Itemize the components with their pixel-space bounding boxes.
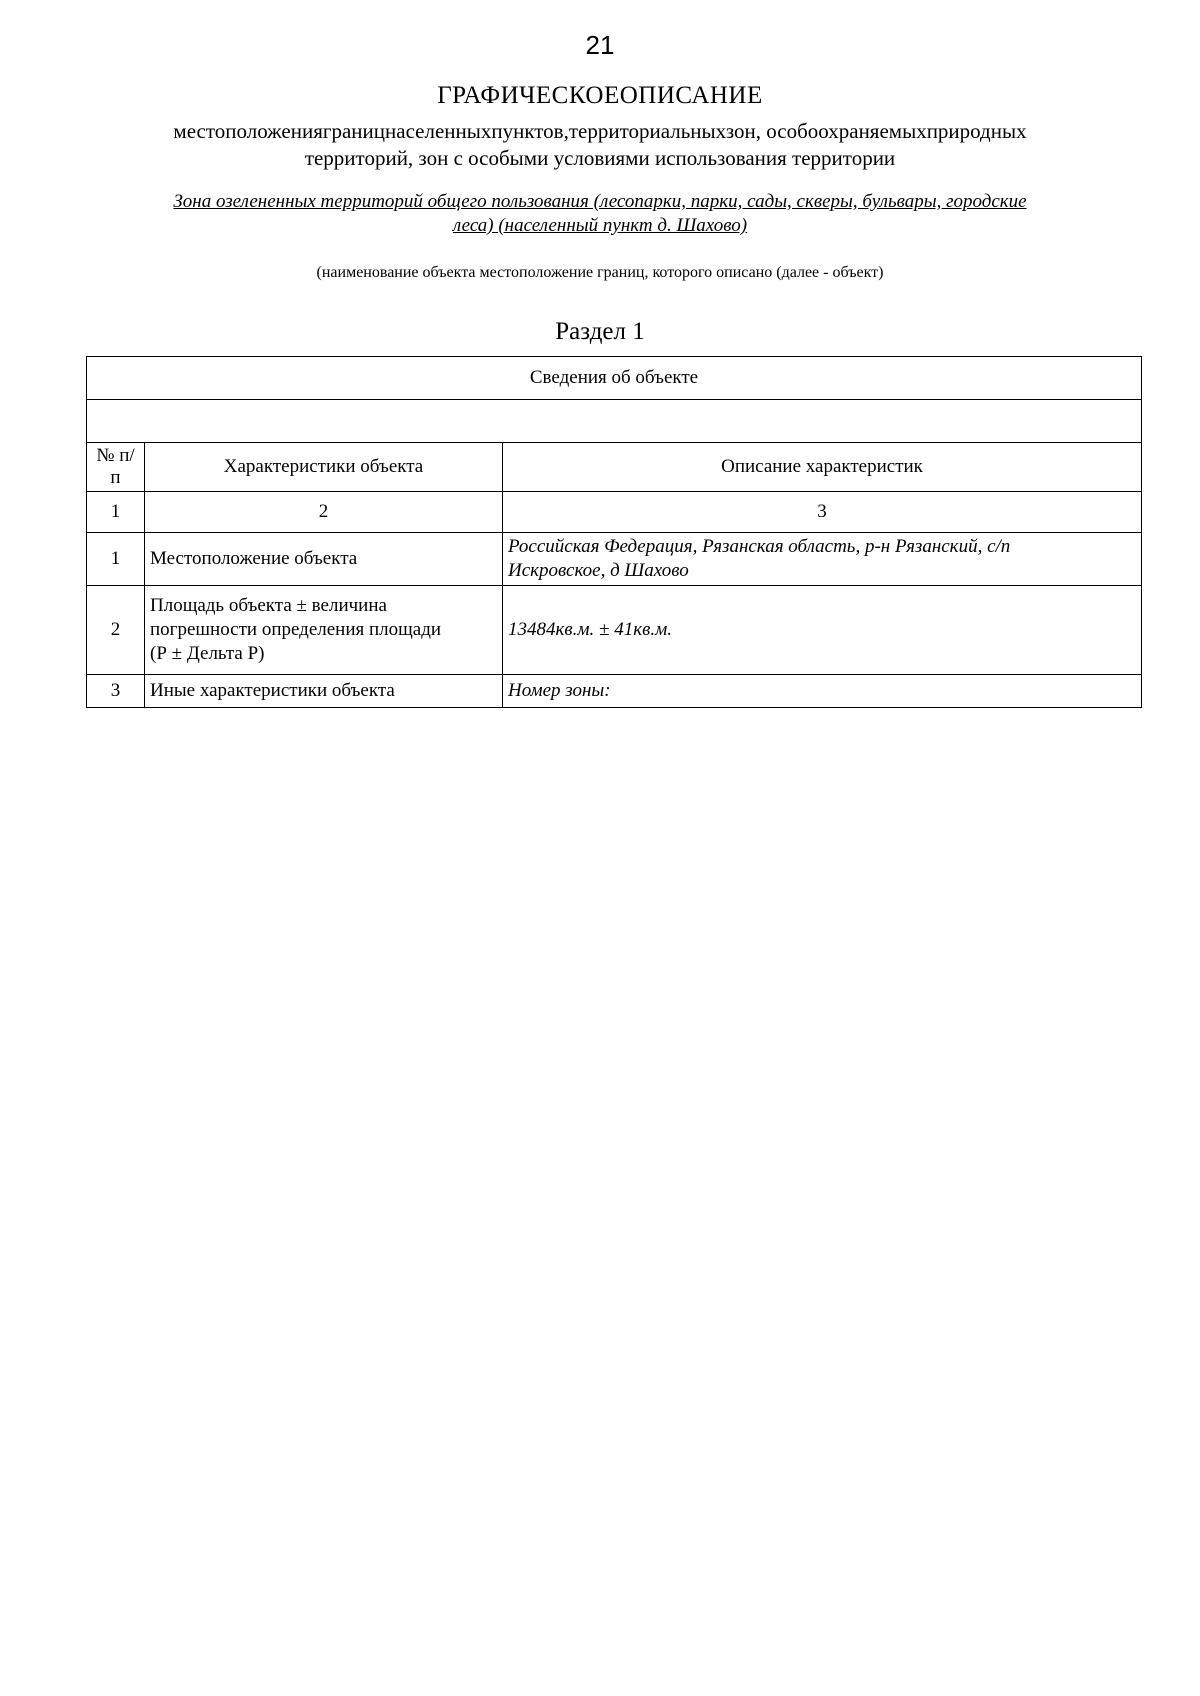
row-characteristic	[145, 586, 503, 675]
column-number-2: 2	[145, 492, 503, 533]
column-number-3: 3	[503, 492, 1142, 533]
section-title: Раздел 1	[555, 318, 645, 345]
subtitle-line-2: территорий, зон с особыми условиями использования территории	[304, 146, 896, 170]
characteristic-line-2: погрешности определения площади	[150, 619, 442, 640]
row-number: 2	[87, 586, 145, 675]
table-row	[87, 675, 1142, 708]
table-header-row	[87, 357, 1142, 400]
characteristic-line-3: (Р ± Дельта Р)	[150, 643, 265, 664]
row-characteristic: Иные характеристики объекта	[145, 675, 503, 708]
row-description: Номер зоны:	[503, 675, 1142, 708]
column-header-description: Описание характеристик	[503, 443, 1142, 492]
object-name-line-2: леса) (населенный пункт д. Шахово)	[452, 215, 748, 236]
row-characteristic: Местоположение объекта	[145, 533, 503, 586]
table-row	[87, 586, 1142, 675]
row-description: 13484кв.м. ± 41кв.м.	[503, 586, 1142, 675]
column-number-1: 1	[87, 492, 145, 533]
document-title: ГРАФИЧЕСКОЕОПИСАНИЕ	[437, 82, 763, 109]
subtitle-line-1: местоположенияграницнаселенныхпунктов,территориальныхзон, особоохраняемыхприродных	[173, 119, 1027, 143]
table-column-numbers	[87, 492, 1142, 533]
row-description	[503, 533, 1142, 586]
object-caption: (наименование объекта местоположение границ, которого описано (далее - объект)	[316, 264, 884, 281]
page-number: 21	[585, 30, 615, 60]
table-empty-row	[87, 400, 1142, 443]
document-subtitle	[100, 118, 1100, 172]
object-name-line-1: Зона озелененных территорий общего пользования (лесопарки, парки, сады, скверы, бульвары, городские	[173, 191, 1027, 212]
description-line-1: Российская Федерация, Рязанская область, р-н Рязанский, с/п	[508, 536, 1011, 557]
column-header-number: № п/п	[87, 443, 145, 492]
row-number: 3	[87, 675, 145, 708]
table-empty-cell	[87, 400, 1142, 443]
characteristic-line-1: Площадь объекта ± величина	[150, 595, 387, 616]
description-line-2: Искровское, д Шахово	[508, 560, 689, 581]
row-number: 1	[87, 533, 145, 586]
object-name	[100, 190, 1100, 238]
column-header-characteristic: Характеристики объекта	[145, 443, 503, 492]
table-header: Сведения об объекте	[87, 357, 1142, 400]
object-info-table	[86, 356, 1142, 708]
table-row	[87, 533, 1142, 586]
table-column-headers	[87, 443, 1142, 492]
